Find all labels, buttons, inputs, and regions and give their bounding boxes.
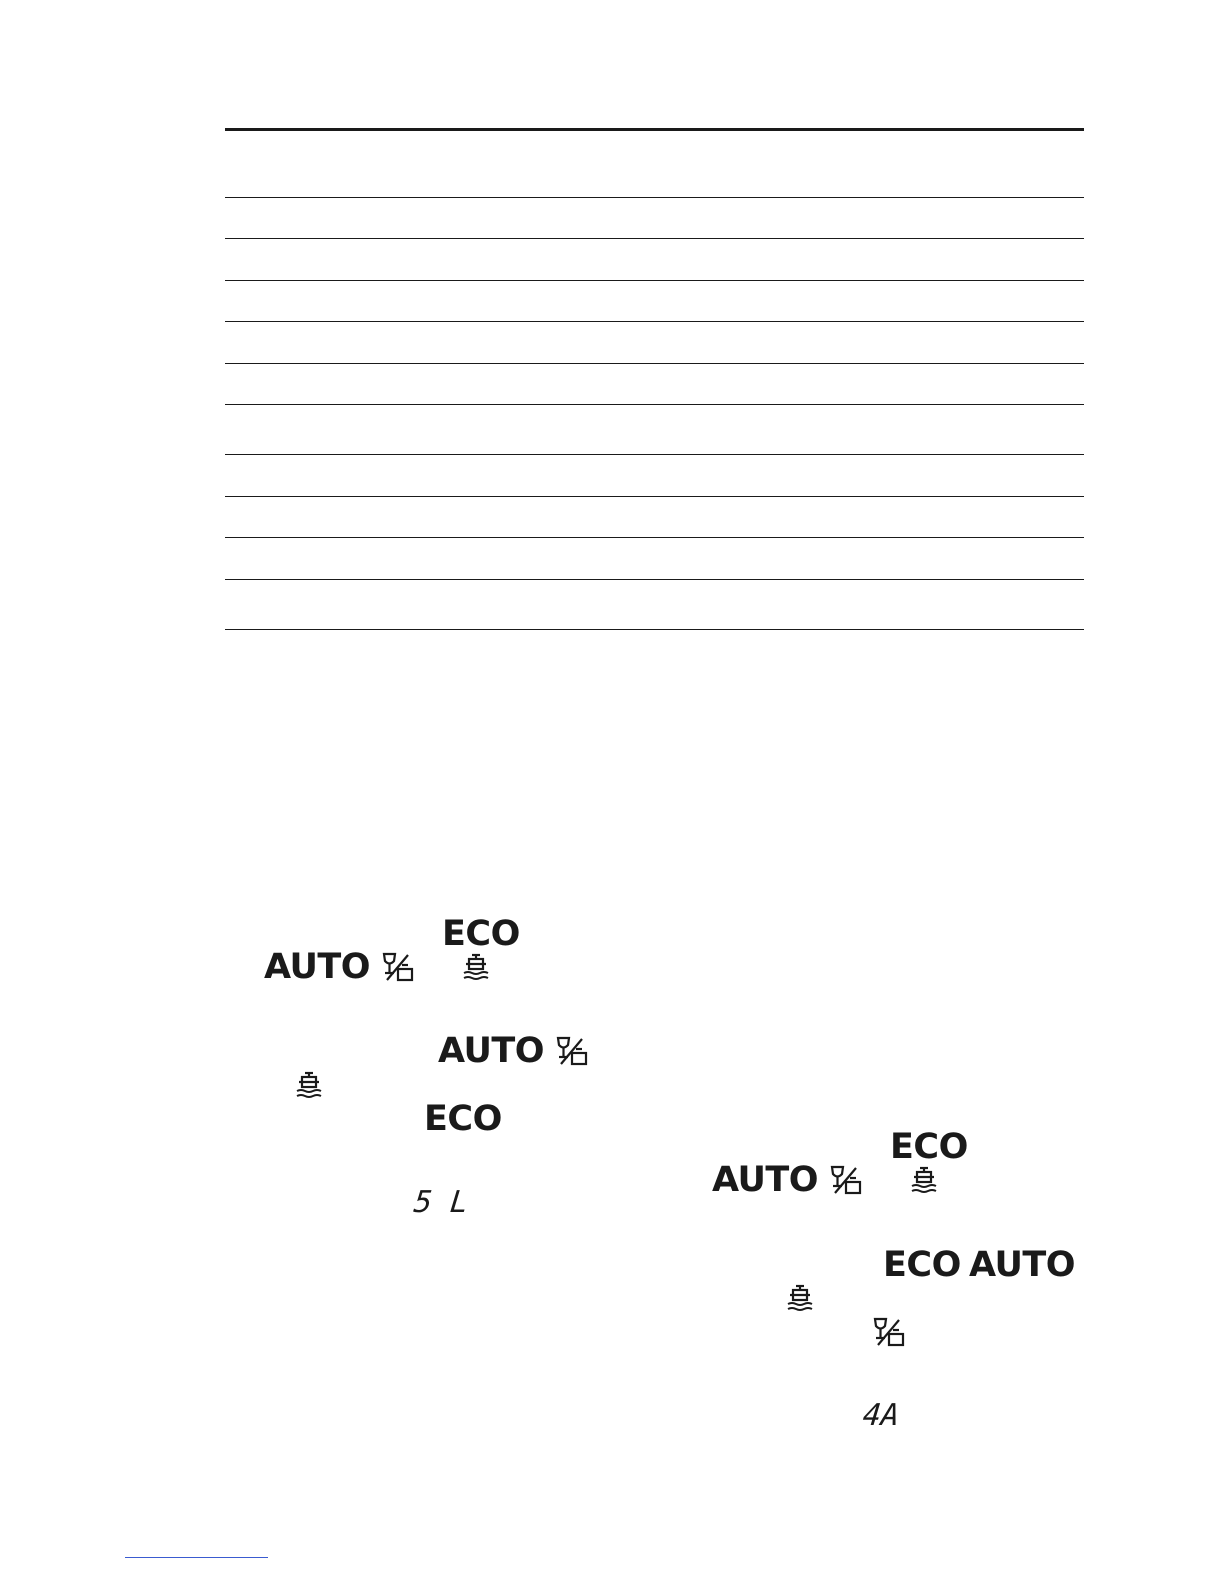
footer-link[interactable] [125, 1557, 268, 1558]
table-row [225, 580, 1084, 629]
pot-icon [909, 1166, 939, 1196]
glass-icon [872, 1316, 906, 1348]
table-row [225, 198, 1084, 238]
glass-icon [555, 1035, 589, 1067]
table-row [225, 455, 1084, 496]
display-code-4a: 4A [861, 1398, 902, 1433]
table-row [225, 497, 1084, 537]
auto-label: AUTO [969, 1245, 1076, 1285]
table-row [225, 364, 1084, 404]
glass-icon [381, 951, 415, 983]
table-row [225, 322, 1084, 363]
auto-label: AUTO [712, 1160, 819, 1200]
table-row [225, 239, 1084, 280]
auto-label: AUTO [438, 1031, 545, 1071]
table-row [225, 538, 1084, 579]
auto-label: AUTO [264, 947, 371, 987]
pot-icon [461, 953, 491, 983]
eco-label: ECO [442, 914, 520, 954]
table-row [225, 405, 1084, 454]
table-bottom-rule [225, 629, 1084, 630]
pot-icon [294, 1071, 324, 1101]
eco-label: ECO [424, 1099, 502, 1139]
eco-label: ECO [883, 1245, 961, 1285]
table-header-row [225, 131, 1084, 197]
display-code-sl: 5 L [412, 1185, 471, 1220]
pot-icon [785, 1284, 815, 1314]
table-row [225, 281, 1084, 321]
eco-label: ECO [890, 1127, 968, 1167]
glass-icon [829, 1164, 863, 1196]
settings-table [225, 128, 1084, 630]
